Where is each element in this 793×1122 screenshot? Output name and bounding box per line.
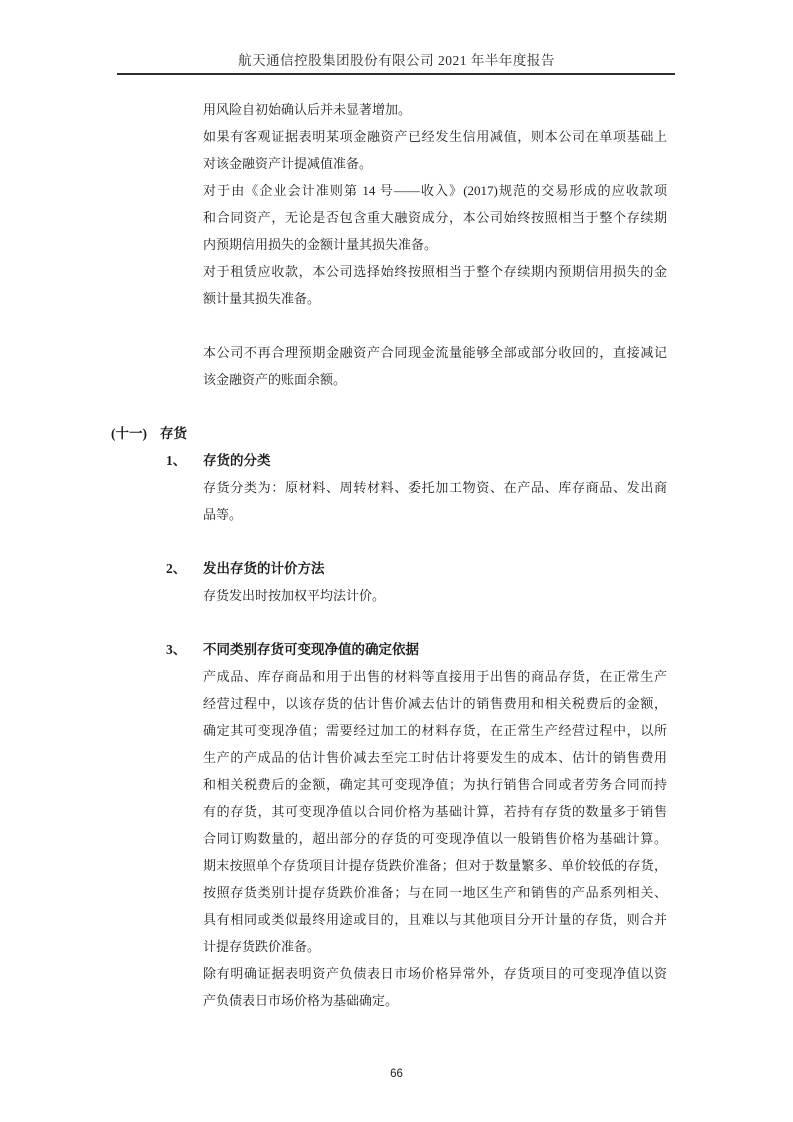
paragraph-line: 产成品、库存商品和用于出售的材料等直接用于出售的商品存货，在正常生产 bbox=[203, 669, 667, 684]
paragraph-line: 如果有客观证据表明某项金融资产已经发生信用减值，则本公司在单项基础上 bbox=[203, 129, 667, 144]
paragraph-line: 有的存货，其可变现净值以合同价格为基础计算，若持有存货的数量多于销售 bbox=[203, 804, 667, 819]
paragraph-line: 产负债表日市场价格为基础确定。 bbox=[203, 993, 399, 1008]
item-heading bbox=[0, 555, 793, 582]
item-number: 2、 bbox=[166, 561, 187, 576]
item-number: 3、 bbox=[166, 642, 187, 657]
paragraph-line: 本公司不再合理预期金融资产合同现金流量能够全部或部分收回的，直接减记 bbox=[203, 345, 667, 360]
item-heading bbox=[0, 636, 793, 663]
paragraph-line: 该金融资产的账面余额。 bbox=[203, 372, 347, 387]
paragraph-line: 期末按照单个存货项目计提存货跌价准备；但对于数量繁多、单价较低的存货， bbox=[203, 858, 667, 873]
paragraph-line: 计提存货跌价准备。 bbox=[203, 939, 321, 954]
paragraph-line: 用风险自初始确认后并未显著增加。 bbox=[203, 102, 412, 117]
paragraph-line: 存货分类为：原材料、周转材料、委托加工物资、在产品、库存商品、发出商 bbox=[203, 480, 667, 495]
header-rule bbox=[117, 73, 675, 75]
paragraph-line: 合同订购数量的，超出部分的存货的可变现净值以一般销售价格为基础计算。 bbox=[203, 831, 667, 846]
blank-line bbox=[0, 528, 793, 555]
page-body bbox=[0, 96, 793, 1014]
blank-line bbox=[0, 312, 793, 339]
paragraph-line: 存货发出时按加权平均法计价。 bbox=[203, 588, 386, 603]
paragraph-line: 和相关税费后的金额，确定其可变现净值；为执行销售合同或者劳务合同而持 bbox=[203, 777, 667, 792]
blank-line bbox=[0, 609, 793, 636]
item-title: 发出存货的计价方法 bbox=[203, 561, 325, 576]
paragraph-line: 额计量其损失准备。 bbox=[203, 291, 321, 306]
item-heading bbox=[0, 447, 793, 474]
paragraph-line: 确定其可变现净值；需要经过加工的材料存货，在正常生产经营过程中，以所 bbox=[203, 723, 667, 738]
report-header-title: 航天通信控股集团股份有限公司 2021 年半年度报告 bbox=[238, 53, 555, 68]
item-title: 不同类别存货可变现净值的确定依据 bbox=[203, 642, 419, 657]
section-title: 存货 bbox=[160, 426, 187, 441]
paragraph-line: 内预期信用损失的金额计量其损失准备。 bbox=[203, 237, 438, 252]
section-heading bbox=[0, 420, 793, 447]
paragraph-line: 和合同资产，无论是否包含重大融资成分，本公司始终按照相当于整个存续期 bbox=[203, 210, 667, 225]
section-number: (十一) bbox=[111, 426, 147, 441]
paragraph-line: 经营过程中，以该存货的估计售价减去估计的销售费用和相关税费后的金额， bbox=[203, 696, 667, 711]
paragraph-line: 按照存货类别计提存货跌价准备；与在同一地区生产和销售的产品系列相关、 bbox=[203, 885, 667, 900]
paragraph-line: 对于租赁应收款，本公司选择始终按照相当于整个存续期内预期信用损失的金 bbox=[203, 264, 667, 279]
item-title: 存货的分类 bbox=[203, 453, 271, 468]
item-number: 1、 bbox=[166, 453, 187, 468]
paragraph-line: 对该金融资产计提减值准备。 bbox=[203, 156, 373, 171]
page-number: 66 bbox=[390, 1068, 403, 1080]
paragraph-line: 具有相同或类似最终用途或目的，且难以与其他项目分开计量的存货，则合并 bbox=[203, 912, 667, 927]
paragraph-line: 品等。 bbox=[203, 507, 243, 522]
paragraph-line: 生产的产成品的估计售价减去至完工时估计将要发生的成本、估计的销售费用 bbox=[203, 750, 667, 765]
paragraph-line: 对于由《企业会计准则第 14 号——收入》(2017)规范的交易形成的应收款项 bbox=[203, 183, 667, 198]
blank-line bbox=[0, 393, 793, 420]
paragraph-line: 除有明确证据表明资产负债表日市场价格异常外，存货项目的可变现净值以资 bbox=[203, 966, 667, 981]
